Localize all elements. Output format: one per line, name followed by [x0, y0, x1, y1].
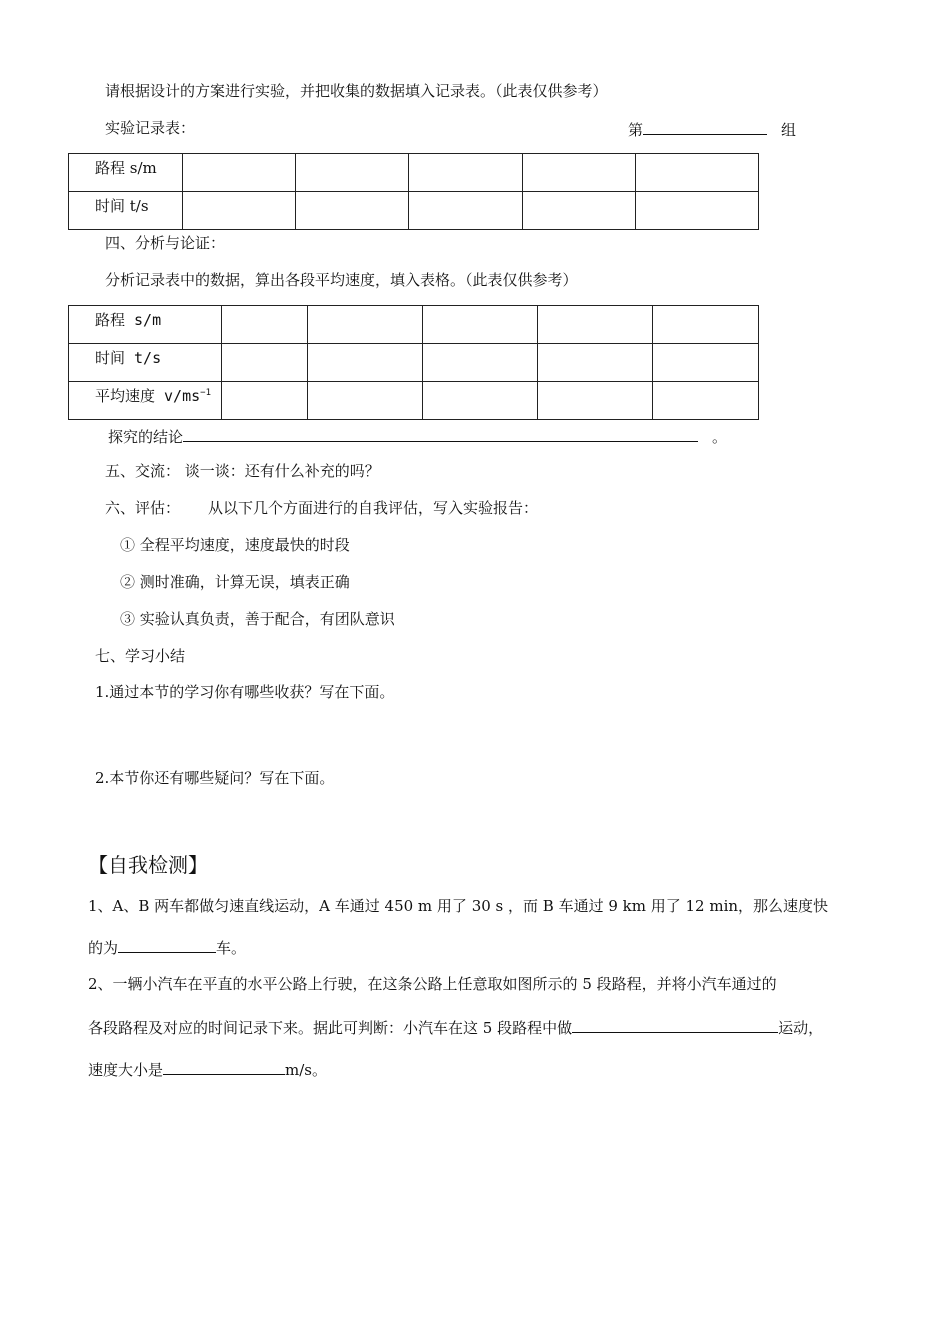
motion-type-blank[interactable]	[572, 1016, 778, 1033]
table-row	[69, 306, 759, 344]
evaluation-item: ② 测时准确，计算无误，填表正确	[120, 573, 350, 591]
analysis-table	[68, 305, 759, 420]
row-label-distance: 路程 s/m	[69, 306, 222, 344]
table-cell[interactable]	[636, 154, 759, 192]
speed-value-blank[interactable]	[163, 1058, 285, 1075]
table-cell[interactable]	[409, 192, 523, 230]
table-cell[interactable]	[296, 192, 409, 230]
question-2-line-3	[88, 1058, 327, 1080]
table-cell[interactable]	[183, 154, 296, 192]
evaluation-line	[105, 498, 538, 518]
table-cell[interactable]	[538, 382, 653, 420]
table-cell[interactable]	[222, 382, 308, 420]
question-1-prefix: 的为	[88, 939, 119, 957]
table-row	[69, 154, 759, 192]
average-speed-label: 平均速度 v/ms	[95, 387, 201, 405]
speed-prefix: 速度大小是	[88, 1061, 164, 1079]
record-table-label: 实验记录表：	[105, 119, 196, 137]
speed-unit: m/s。	[285, 1061, 327, 1079]
question-1-line-1: 1、A、B 两车都做匀速直线运动，A 车通过 450 m 用了 30 s ，而 B 车通过 9 km 用了 12 min，那么速度快	[88, 897, 829, 915]
evaluation-heading: 六、评估：	[105, 499, 181, 517]
table-cell[interactable]	[653, 382, 759, 420]
table-cell[interactable]	[308, 344, 423, 382]
table-cell[interactable]	[308, 306, 423, 344]
table-row	[69, 192, 759, 230]
table-cell[interactable]	[636, 192, 759, 230]
table-row	[69, 344, 759, 382]
evaluation-item: ③ 实验认真负责，善于配合，有团队意识	[120, 610, 395, 628]
question-2-suffix: 运动，	[778, 1019, 824, 1037]
analysis-instruction: 分析记录表中的数据，算出各段平均速度，填入表格。（此表仅供参考）	[105, 271, 578, 289]
question-1-line-2	[88, 936, 246, 958]
table-cell[interactable]	[653, 344, 759, 382]
table-cell[interactable]	[222, 344, 308, 382]
group-number-blank[interactable]	[643, 118, 767, 135]
group-prefix: 第	[628, 121, 644, 139]
row-label-time: 时间 t/s	[69, 344, 222, 382]
experiment-instruction: 请根据设计的方案进行实验，并把收集的数据填入记录表。（此表仅供参考）	[105, 82, 608, 100]
row-label-average-speed	[69, 382, 222, 420]
row-label-distance: 路程 s/m	[69, 154, 183, 192]
conclusion-line	[108, 425, 727, 447]
self-test-title: 【自我检测】	[88, 853, 208, 877]
faster-car-blank[interactable]	[118, 936, 216, 953]
question-2-line-1: 2、一辆小汽车在平直的水平公路上行驶，在这条公路上任意取如图所示的 5 段路程，并将小汽车通过的	[88, 975, 777, 993]
conclusion-blank[interactable]	[183, 425, 698, 442]
table-cell[interactable]	[538, 344, 653, 382]
exchange-text: 五、交流： 谈一谈：还有什么补充的吗？	[105, 462, 380, 480]
summary-question-2: 2.本节你还有哪些疑问？写在下面。	[95, 769, 335, 787]
table-cell[interactable]	[423, 382, 538, 420]
table-cell[interactable]	[183, 192, 296, 230]
table-cell[interactable]	[523, 154, 636, 192]
conclusion-end: 。	[712, 428, 728, 446]
table-cell[interactable]	[423, 344, 538, 382]
table-cell[interactable]	[538, 306, 653, 344]
evaluation-item: ① 全程平均速度，速度最快的时段	[120, 536, 350, 554]
table-cell[interactable]	[409, 154, 523, 192]
question-2-prefix: 各段路程及对应的时间记录下来。据此可判断：小汽车在这 5 段路程中做	[88, 1019, 573, 1037]
table-cell[interactable]	[423, 306, 538, 344]
question-1-suffix: 车。	[216, 939, 247, 957]
unit-exponent: −1	[200, 388, 211, 398]
group-number-field	[628, 118, 796, 140]
table-cell[interactable]	[296, 154, 409, 192]
table-cell[interactable]	[222, 306, 308, 344]
summary-question-1: 1.通过本节的学习你有哪些收获？写在下面。	[95, 683, 395, 701]
conclusion-label: 探究的结论	[108, 428, 184, 446]
table-cell[interactable]	[308, 382, 423, 420]
evaluation-intro: 从以下几个方面进行的自我评估，写入实验报告：	[208, 499, 539, 517]
experiment-record-table	[68, 153, 759, 230]
group-suffix: 组	[781, 121, 797, 139]
row-label-time: 时间 t/s	[69, 192, 183, 230]
table-row	[69, 382, 759, 420]
table-cell[interactable]	[653, 306, 759, 344]
summary-heading: 七、学习小结	[95, 647, 186, 665]
analysis-heading: 四、分析与论证：	[105, 234, 226, 252]
table-cell[interactable]	[523, 192, 636, 230]
question-2-line-2	[88, 1016, 823, 1038]
